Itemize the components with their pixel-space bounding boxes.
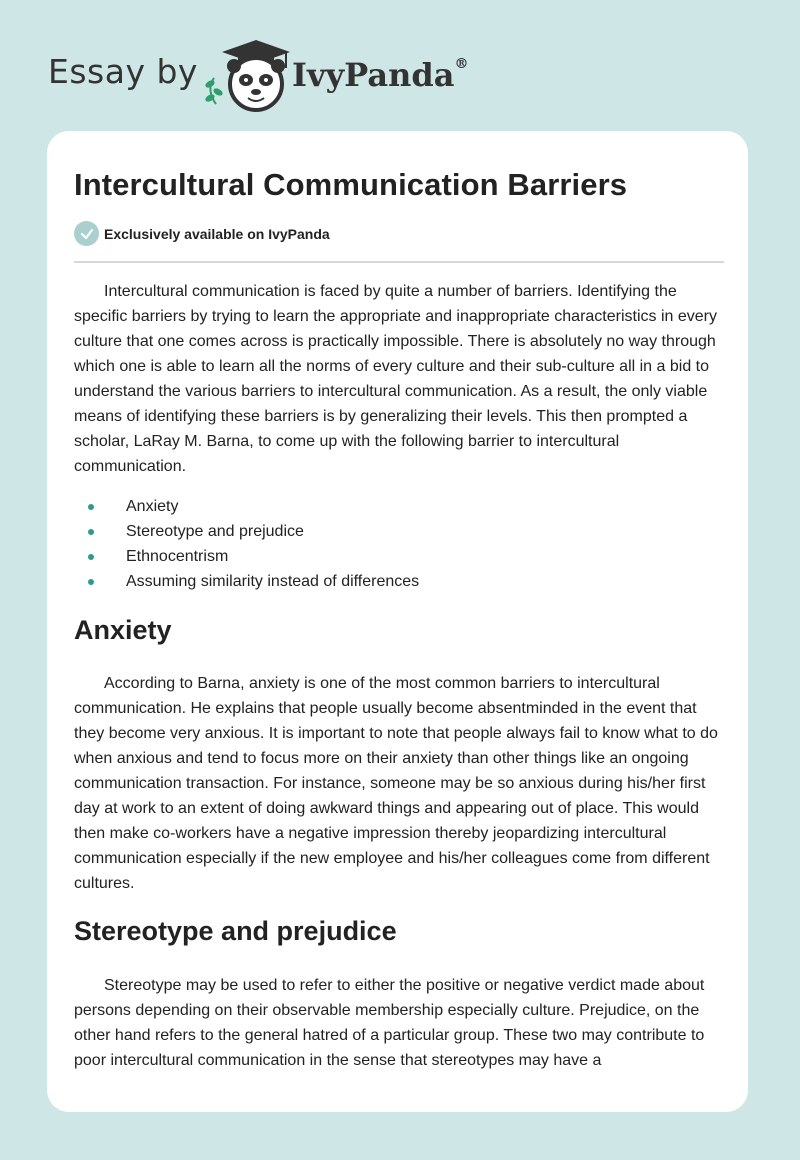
barrier-list (74, 494, 419, 594)
list-item: Anxiety (74, 494, 419, 519)
section-paragraph-stereotype: Stereotype may be used to refer to either the positive or negative verdict made about persons depending on their observable membership especially culture. Prejudice, on the other hand refers to the general hatred of a particular group. These two may contribute to poor intercultural communication in the sense that stereotypes may have a (74, 977, 705, 1069)
brand-name[interactable] (292, 56, 468, 94)
section-heading-anxiety: Anxiety (74, 615, 172, 645)
registered-mark: ® (454, 56, 469, 73)
article-card (47, 131, 748, 1112)
section-heading-stereotype: Stereotype and prejudice (74, 916, 397, 946)
ivypanda-logo-icon[interactable] (198, 34, 298, 114)
divider (74, 261, 724, 263)
page-title: Intercultural Communication Barriers (74, 167, 628, 202)
essay-by-label: Essay by (48, 52, 198, 91)
list-item: Assuming similarity instead of differences (74, 569, 419, 594)
section-paragraph-anxiety: According to Barna, anxiety is one of the most common barriers to intercultural communication. He explains that people usually become absentminded in the event that they become very anxious. It is important to note that people always fail to know what to do when anxious and tend to focus more on their anxiety than other things like an ongoing communication transaction. For instance, someone may be so anxious during his/her first day at work to an extent of doing awkward things and appearing out of place. This would then make co-workers have a negative impression thereby jeopardizing intercultural communication especially if the new employee and his/her colleagues come from different cultures. (74, 675, 718, 892)
check-icon (74, 221, 99, 246)
site-header (48, 34, 748, 114)
exclusive-label: Exclusively available on IvyPanda (104, 225, 330, 242)
brand-text: IvyPanda (292, 56, 455, 94)
exclusive-badge (74, 221, 330, 246)
list-item: Stereotype and prejudice (74, 519, 419, 544)
intro-paragraph: Intercultural communication is faced by quite a number of barriers. Identifying the specific barriers by trying to learn the appropriate and inappropriate characteristics in every culture that one comes across is practically impossible. There is absolutely no way through which one is able to learn all the norms of every culture and their sub-culture all in a bid to understand the various barriers to intercultural communication. As a result, the only viable means of identifying these barriers is by generalizing their levels. This then prompted a scholar, LaRay M. Barna, to come up with the following barrier to intercultural communication. (74, 283, 717, 475)
list-item: Ethnocentrism (74, 544, 419, 569)
